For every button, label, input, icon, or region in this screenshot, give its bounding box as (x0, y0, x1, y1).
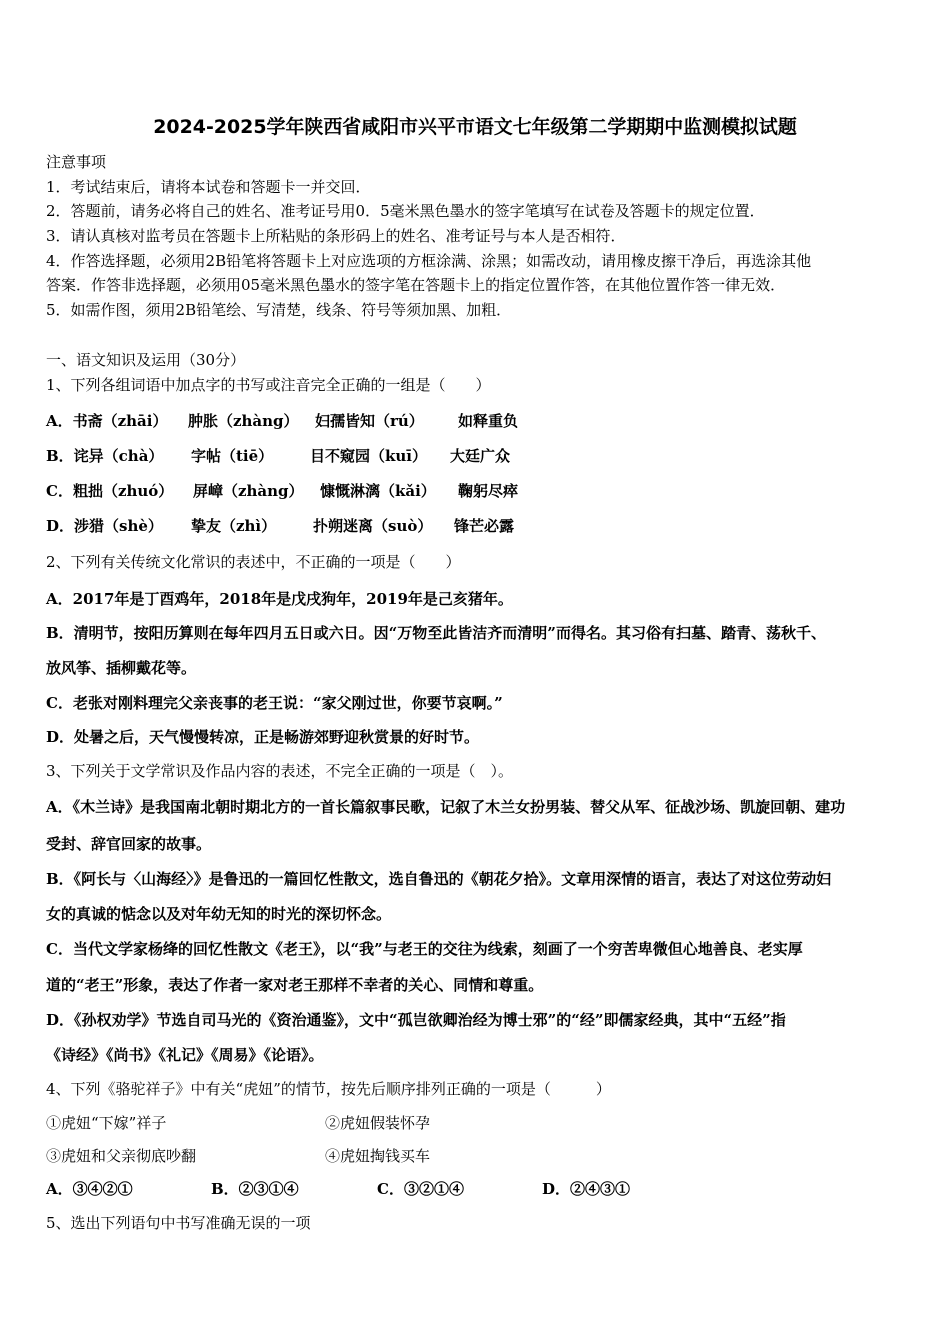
q1-option-c-word3: 慷慨淋漓（kǎi） (320, 482, 436, 500)
q4-option-c: C．③②①④ (377, 1180, 464, 1198)
q2-option-b: B．清明节，按阳历算则在每年四月五日或六日。因“万物至此皆洁齐而清明”而得名。其习俗有扫墓、踏青、荡秋千、 (46, 624, 826, 642)
question-5-stem: 5、选出下列语句中书写准确无误的一项 (46, 1214, 311, 1232)
q1-option-a-word3: 妇孺皆知（rú） (315, 412, 424, 430)
question-3-stem: 3、下列关于文学常识及作品内容的表述，不完全正确的一项是（ ）。 (46, 762, 514, 780)
q1-option-d-word3: 扑朔迷离（suò） (313, 517, 433, 535)
q3-option-c: C．当代文学家杨绛的回忆性散文《老王》，以“我”与老王的交往为线索，刻画了一个穷苦卑微但心地善良、老实厚 (46, 940, 803, 958)
q2-option-c: C．老张对刚料理完父亲丧事的老王说：“家父刚过世，你要节哀啊。” (46, 694, 503, 712)
notice-item: 4．作答选择题，必须用2B铅笔将答题卡上对应选项的方框涂满、涂黑；如需改动，请用橡皮擦干净后，再选涂其他 (46, 252, 812, 270)
q3-option-c-cont: 道的“老王”形象，表达了作者一家对老王那样不幸者的关心、同情和尊重。 (46, 976, 544, 994)
q1-option-c-word4: 鞠躬尽瘁 (458, 482, 519, 500)
q4-item-4: ④虎妞掏钱买车 (325, 1147, 431, 1165)
q3-option-d-cont: 《诗经》《尚书》《礼记》《周易》《论语》。 (46, 1046, 324, 1064)
notice-item: 5．如需作图，须用2B铅笔绘、写清楚，线条、符号等须加黑、加粗． (46, 301, 512, 319)
page-title: 2024-2025学年陕西省咸阳市兴平市语文七年级第二学期期中监测模拟试题 (153, 116, 797, 138)
q4-item-3: ③虎妞和父亲彻底吵翻 (46, 1147, 197, 1165)
q1-option-c-word2: 屏嶂（zhàng） (193, 482, 304, 500)
q3-option-b-cont: 女的真诚的惦念以及对年幼无知的时光的深切怀念。 (46, 905, 392, 923)
q4-option-b: B．②③①④ (211, 1180, 299, 1198)
q4-item-1: ①虎妞“下嫁”祥子 (46, 1114, 167, 1132)
q1-option-a-word4: 如释重负 (458, 412, 519, 430)
q1-option-a-word1: A．书斋（zhāi） (46, 412, 168, 430)
q4-option-d: D．②④③① (542, 1180, 631, 1198)
question-4-stem: 4、下列《骆驼祥子》中有关“虎妞”的情节，按先后顺序排列正确的一项是（ ） (46, 1080, 611, 1098)
q3-option-a: A．《木兰诗》是我国南北朝时期北方的一首长篇叙事民歌，记叙了木兰女扮男装、替父从军、征战沙场、凯旋回朝、建功 (46, 798, 846, 816)
q1-option-b-word1: B．诧异（chà） (46, 447, 164, 465)
q4-option-a: A．③④②① (46, 1180, 133, 1198)
q4-item-2: ②虎妞假装怀孕 (325, 1114, 431, 1132)
q2-option-a: A．2017年是丁酉鸡年，2018年是戊戌狗年，2019年是己亥猪年。 (46, 590, 513, 608)
notice-item: 答案．作答非选择题，必须用05毫米黑色墨水的签字笔在答题卡上的指定位置作答，在其他位置作答一律无效． (46, 276, 786, 294)
q1-option-d-word2: 挚友（zhì） (191, 517, 277, 535)
q3-option-d: D．《孙权劝学》节选自司马光的《资治通鉴》，文中“孤岂欲卿治经为博士邪”的“经”即儒家经典，其中“五经”指 (46, 1011, 786, 1029)
q2-option-b-cont: 放风筝、插柳戴花等。 (46, 659, 197, 677)
q2-option-d: D．处暑之后，天气慢慢转凉，正是畅游郊野迎秋赏景的好时节。 (46, 728, 480, 746)
question-2-stem: 2、下列有关传统文化常识的表述中，不正确的一项是（ ） (46, 553, 461, 571)
notice-heading: 注意事项 (46, 153, 107, 171)
q3-option-a-cont: 受封、辞官回家的故事。 (46, 835, 212, 853)
q1-option-b-word3: 目不窥园（kuī） (310, 447, 427, 465)
q3-option-b: B．《阿长与〈山海经〉》是鲁迅的一篇回忆性散文，选自鲁迅的《朝花夕拾》。文章用深情的语言，表达了对这位劳动妇 (46, 870, 832, 888)
q1-option-b-word2: 字帖（tiē） (191, 447, 274, 465)
section-heading: 一、语文知识及运用（30分） (46, 351, 246, 369)
notice-item: 2．答题前，请务必将自己的姓名、准考证号用0．5毫米黑色墨水的签字笔填写在试卷及答题卡的规定位置． (46, 202, 765, 220)
q1-option-a-word2: 肿胀（zhàng） (188, 412, 299, 430)
notice-item: 3．请认真核对监考员在答题卡上所粘贴的条形码上的姓名、准考证号与本人是否相符． (46, 227, 626, 245)
q1-option-c-word1: C．粗拙（zhuó） (46, 482, 174, 500)
q1-option-d-word1: D．涉猎（shè） (46, 517, 163, 535)
question-1-stem: 1、下列各组词语中加点字的书写或注音完全正确的一组是（ ） (46, 376, 491, 394)
q1-option-b-word4: 大廷广众 (450, 447, 511, 465)
q1-option-d-word4: 锋芒必露 (454, 517, 515, 535)
notice-item: 1．考试结束后，请将本试卷和答题卡一并交回． (46, 178, 371, 196)
